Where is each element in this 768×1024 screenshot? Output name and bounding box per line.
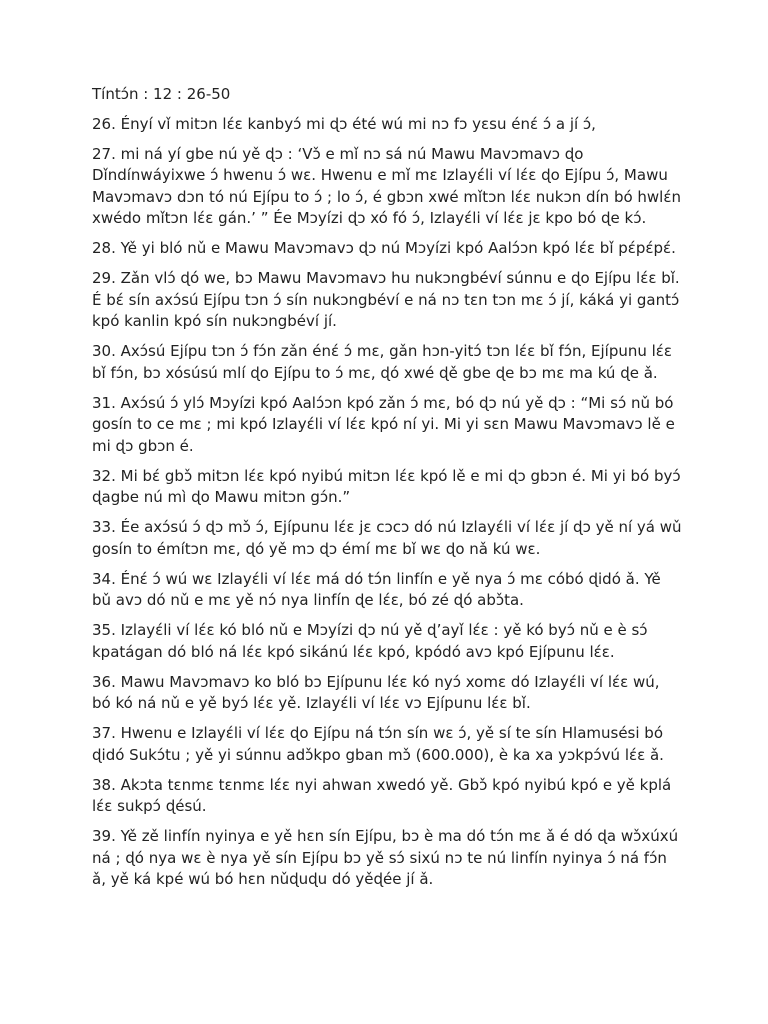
verse-33: 33. Ée axɔ́sú ɔ́ ɖɔ mɔ̌ ɔ́, Ejípunu lɛ́ɛ jɛ cɔcɔ dó nú Izlayɛ́li ví lɛ́ɛ jí ɖɔ yě ní yá wǔ gosín to émítɔn mɛ, ɖó yě mɔ ɖɔ émí mɛ bǐ wɛ ɖo nǎ kú wɛ. [92, 518, 682, 558]
verse-32: 32. Mi bɛ́ gbɔ̌ mitɔn lɛ́ɛ kpó nyibú mitɔn lɛ́ɛ kpó lě e mi ɖɔ gbɔn é. Mi yi bó byɔ́ ɖagbe nú mì ɖo Mawu mitɔn gɔ́n.” [92, 466, 681, 506]
verse-34: 34. Énɛ́ ɔ́ wú wɛ Izlayɛ́li ví lɛ́ɛ má dó tɔ́n linfín e yě nya ɔ́ mɛ cóbó ɖidó ǎ. Yě bǔ avɔ dó nǔ e mɛ yě nɔ́ nya linfín ɖe lɛ́ɛ, bó zé ɖó abɔ̌ta. [92, 569, 661, 609]
verse-38: 38. Akɔta tɛnmɛ tɛnmɛ lɛ́ɛ nyi ahwan xwedó yě. Gbɔ̌ kpó nyibú kpó e yě kplá lɛ́ɛ sukpɔ́ ɖésú. [92, 775, 672, 815]
verse-39: 39. Yě zě linfín nyinya e yě hɛn sín Ejípu, bɔ è ma dó tɔ́n mɛ ǎ é dó ɖa wɔ̌xúxú ná ; ɖó nya wɛ è nya yě sín Ejípu bɔ yě sɔ́ sixú nɔ te nú linfín nyinya ɔ́ ná fɔ́n ǎ, yě ká kpé wú bó hɛn nǔɖuɖu dó yěɖée jí ǎ. [92, 827, 679, 888]
verse-27: 27. mi ná yí gbe nú yě ɖɔ : ‘Vɔ̌ e mǐ nɔ sá nú Mawu Mavɔmavɔ ɖo Dǐndínwáyixwe ɔ́ hwenu ɔ́ wɛ. Hwenu e mǐ mɛ Izlayɛ́li ví lɛ́ɛ ɖo Ejípu ɔ́, Mawu Mavɔmavɔ dɔn tó nú Ejípu to ɔ́ ; lo ɔ́, é gbɔn xwé mǐtɔn lɛ́ɛ nukɔn dín bó hwlɛ́n xwédo mǐtɔn lɛ́ɛ gán.’ ” Ée Mɔyízi ɖɔ xó fó ɔ́, Izlayɛ́li ví lɛ́ɛ jɛ kpo bó ɖe kɔ́. [92, 144, 681, 227]
verse-35: 35. Izlayɛ́li ví lɛ́ɛ kó bló nǔ e Mɔyízi ɖɔ nú yě ɖ’ayǐ lɛ́ɛ : yě kó byɔ́ nǔ e è sɔ́ kpatágan dó bló ná lɛ́ɛ kpó sikánú lɛ́ɛ kpó, kpódó avɔ kpó Ejípunu lɛ́ɛ. [92, 621, 648, 661]
verse-28: 28. Yě yi bló nǔ e Mawu Mavɔmavɔ ɖɔ nú Mɔyízi kpó Aalɔ́ɔn kpó lɛ́ɛ bǐ pɛ́pɛ́pɛ́. [92, 239, 676, 257]
verse-29: 29. Zǎn vlɔ́ ɖó we, bɔ Mawu Mavɔmavɔ hu nukɔngbéví súnnu e ɖo Ejípu lɛ́ɛ bǐ. É bɛ́ sín axɔ́sú Ejípu tɔn ɔ́ sín nukɔngbéví e ná nɔ tɛn tɔn mɛ ɔ́ jí, káká yi gantɔ́ kpó kanlin kpó sín nukɔngbéví jí. [92, 269, 680, 330]
verse-30: 30. Axɔ́sú Ejípu tɔn ɔ́ fɔ́n zǎn énɛ́ ɔ́ mɛ, gǎn hɔn-yitɔ́ tɔn lɛ́ɛ bǐ fɔ́n, Ejípunu lɛ́ɛ bǐ fɔ́n, bɔ xósúsú mlí ɖo Ejípu to ɔ́ mɛ, ɖó xwé ɖě gbe ɖe bɔ mɛ ma kú ɖe ǎ. [92, 342, 673, 382]
chapter-reference: Tíntɔ́n : 12 : 26-50 [92, 85, 231, 103]
verse-31: 31. Axɔ́sú ɔ́ ylɔ́ Mɔyízi kpó Aalɔ́ɔn kpó zǎn ɔ́ mɛ, bó ɖɔ nú yě ɖɔ : “Mi sɔ́ nǔ bó gosín to ce mɛ ; mi kpó Izlayɛ́li ví lɛ́ɛ kpó ní yi. Mi yi sɛn Mawu Mavɔmavɔ lě e mi ɖɔ gbɔn é. [92, 393, 675, 455]
verse-37: 37. Hwenu e Izlayɛ́li ví lɛ́ɛ ɖo Ejípu ná tɔ́n sín wɛ ɔ́, yě sí te sín Hlamusési bó ɖidó Sukɔ́tu ; yě yi súnnu adɔ̌kpo gban mɔ̌ (600.000), è ka xa yɔkpɔ́vú lɛ́ɛ ǎ. [92, 724, 664, 764]
verse-36: 36. Mawu Mavɔmavɔ ko bló bɔ Ejípunu lɛ́ɛ kó nyɔ́ xomɛ dó Izlayɛ́li ví lɛ́ɛ wú, bó kó ná nǔ e yě byɔ́ lɛ́ɛ yě. Izlayɛ́li ví lɛ́ɛ vɔ Ejípunu lɛ́ɛ bǐ. [92, 672, 660, 712]
document-page [92, 84, 682, 899]
verse-26: 26. Ényí vǐ mitɔn lɛ́ɛ kanbyɔ́ mi ɖɔ été wú mi nɔ fɔ yɛsu énɛ́ ɔ́ a jí ɔ́, [92, 114, 596, 133]
